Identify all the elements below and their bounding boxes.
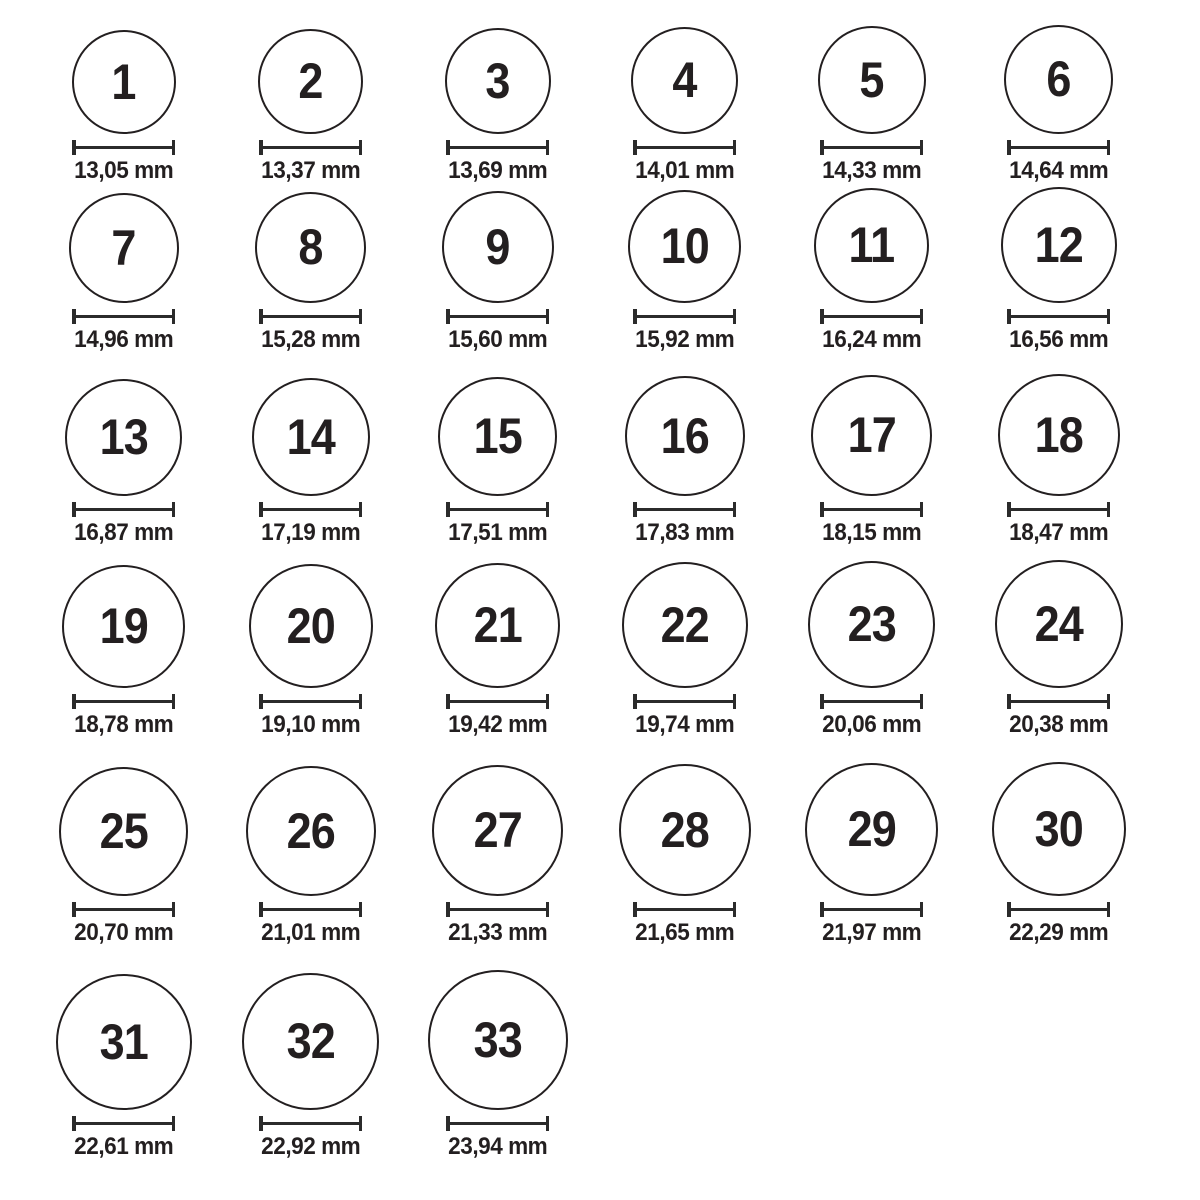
diameter-label: 20,06 mm: [821, 710, 922, 738]
ring-size-item: [404, 184, 591, 353]
diameter-dimension-line-icon: [446, 902, 549, 917]
ring-size-item: [591, 546, 778, 738]
ring-circle-icon: [62, 565, 185, 688]
diameter-dimension-line-icon: [820, 309, 923, 324]
dimension-right-tick-icon: [359, 694, 363, 709]
diameter-dimension-line-icon: [633, 140, 736, 155]
diameter-label: 14,01 mm: [634, 156, 735, 184]
ring-size-number: 12: [1034, 216, 1083, 273]
ring-circle-icon: [428, 970, 568, 1110]
ring-size-item: [404, 546, 591, 738]
dimension-bar-icon: [1011, 146, 1107, 149]
ring-circle-icon: [435, 563, 560, 688]
diameter-label: 14,33 mm: [821, 156, 922, 184]
ring-size-number: 3: [485, 52, 510, 109]
dimension-right-tick-icon: [546, 1116, 550, 1131]
ring-circle-icon: [625, 376, 745, 496]
ring-size-number: 1: [111, 53, 136, 110]
dimension-bar-icon: [450, 908, 546, 911]
diameter-label: 16,56 mm: [1008, 325, 1109, 353]
dimension-right-tick-icon: [733, 502, 737, 517]
diameter-label: 21,33 mm: [447, 918, 548, 946]
ring-size-item: [30, 946, 217, 1160]
ring-size-number: 2: [298, 53, 323, 110]
dimension-right-tick-icon: [733, 694, 737, 709]
diameter-label: 16,87 mm: [73, 518, 174, 546]
ring-size-item: [217, 0, 404, 184]
dimension-right-tick-icon: [920, 309, 924, 324]
diameter-dimension-line-icon: [633, 502, 736, 517]
diameter-dimension-line-icon: [1007, 140, 1110, 155]
dimension-bar-icon: [450, 1122, 546, 1125]
ring-circle-icon: [631, 27, 738, 134]
dimension-right-tick-icon: [172, 502, 176, 517]
ring-circle-icon: [442, 191, 554, 303]
diameter-dimension-line-icon: [1007, 502, 1110, 517]
dimension-right-tick-icon: [546, 694, 550, 709]
diameter-label: 14,96 mm: [73, 325, 174, 353]
ring-circle-icon: [246, 766, 376, 896]
diameter-label: 22,92 mm: [260, 1132, 361, 1160]
diameter-label: 18,78 mm: [73, 710, 174, 738]
ring-size-number: 6: [1046, 51, 1071, 108]
dimension-bar-icon: [263, 908, 359, 911]
ring-circle-icon: [56, 974, 192, 1110]
diameter-dimension-line-icon: [820, 140, 923, 155]
diameter-dimension-line-icon: [633, 902, 736, 917]
ring-circle-icon: [72, 30, 176, 134]
ring-size-number: 31: [99, 1013, 148, 1070]
dimension-bar-icon: [450, 508, 546, 511]
ring-size-item: [591, 738, 778, 946]
diameter-label: 19,10 mm: [260, 710, 361, 738]
diameter-dimension-line-icon: [72, 1116, 175, 1131]
dimension-bar-icon: [824, 315, 920, 318]
ring-size-item: [965, 184, 1152, 353]
diameter-label: 14,64 mm: [1008, 156, 1109, 184]
ring-circle-icon: [998, 374, 1120, 496]
ring-size-number: 26: [286, 802, 335, 859]
dimension-right-tick-icon: [359, 902, 363, 917]
diameter-label: 21,97 mm: [821, 918, 922, 946]
diameter-dimension-line-icon: [1007, 694, 1110, 709]
ring-size-item: [778, 738, 965, 946]
diameter-label: 18,47 mm: [1008, 518, 1109, 546]
dimension-right-tick-icon: [920, 902, 924, 917]
ring-size-number: 18: [1034, 406, 1083, 463]
diameter-dimension-line-icon: [72, 309, 175, 324]
diameter-label: 22,61 mm: [73, 1132, 174, 1160]
diameter-dimension-line-icon: [259, 309, 362, 324]
diameter-label: 21,65 mm: [634, 918, 735, 946]
dimension-bar-icon: [76, 908, 172, 911]
ring-size-number: 21: [473, 597, 522, 654]
dimension-bar-icon: [263, 700, 359, 703]
dimension-bar-icon: [76, 146, 172, 149]
ring-circle-icon: [628, 190, 741, 303]
diameter-dimension-line-icon: [72, 140, 175, 155]
ring-circle-icon: [992, 762, 1126, 896]
diameter-dimension-line-icon: [446, 694, 549, 709]
dimension-bar-icon: [637, 700, 733, 703]
ring-circle-icon: [252, 378, 370, 496]
diameter-label: 19,74 mm: [634, 710, 735, 738]
dimension-bar-icon: [76, 508, 172, 511]
dimension-bar-icon: [1011, 315, 1107, 318]
ring-size-number: 29: [847, 801, 896, 858]
ring-size-item: [217, 546, 404, 738]
diameter-label: 21,01 mm: [260, 918, 361, 946]
dimension-right-tick-icon: [359, 502, 363, 517]
ring-size-item: [30, 546, 217, 738]
ring-size-item: [591, 184, 778, 353]
diameter-dimension-line-icon: [259, 140, 362, 155]
ring-size-number: 7: [111, 219, 136, 276]
ring-circle-icon: [69, 193, 179, 303]
ring-circle-icon: [242, 973, 379, 1110]
dimension-right-tick-icon: [359, 309, 363, 324]
diameter-dimension-line-icon: [1007, 309, 1110, 324]
ring-size-item: [30, 738, 217, 946]
diameter-label: 15,60 mm: [447, 325, 548, 353]
dimension-bar-icon: [824, 508, 920, 511]
ring-size-number: 33: [473, 1011, 522, 1068]
dimension-bar-icon: [450, 315, 546, 318]
ring-size-item: [778, 0, 965, 184]
ring-size-item: [404, 946, 591, 1160]
ring-size-number: 17: [847, 407, 896, 464]
dimension-right-tick-icon: [733, 902, 737, 917]
dimension-bar-icon: [76, 1122, 172, 1125]
ring-circle-icon: [814, 188, 929, 303]
ring-size-number: 5: [859, 51, 884, 108]
ring-circle-icon: [438, 377, 557, 496]
dimension-bar-icon: [263, 146, 359, 149]
ring-size-item: [404, 0, 591, 184]
diameter-dimension-line-icon: [446, 140, 549, 155]
dimension-bar-icon: [263, 1122, 359, 1125]
ring-size-item: [217, 738, 404, 946]
diameter-label: 20,70 mm: [73, 918, 174, 946]
diameter-dimension-line-icon: [259, 502, 362, 517]
ring-size-item: [778, 353, 965, 546]
ring-size-number: 11: [848, 217, 895, 274]
ring-size-item: [30, 184, 217, 353]
dimension-bar-icon: [824, 908, 920, 911]
ring-size-item: [591, 353, 778, 546]
ring-size-number: 19: [99, 598, 148, 655]
ring-size-item: [965, 0, 1152, 184]
dimension-right-tick-icon: [172, 1116, 176, 1131]
ring-size-number: 4: [672, 52, 697, 109]
dimension-right-tick-icon: [546, 309, 550, 324]
ring-circle-icon: [805, 763, 938, 896]
dimension-right-tick-icon: [546, 902, 550, 917]
dimension-right-tick-icon: [1107, 502, 1111, 517]
ring-size-item: [404, 738, 591, 946]
ring-circle-icon: [808, 561, 935, 688]
ring-size-number: 32: [286, 1013, 335, 1070]
diameter-dimension-line-icon: [259, 694, 362, 709]
dimension-right-tick-icon: [172, 140, 176, 155]
dimension-bar-icon: [450, 700, 546, 703]
ring-size-item: [965, 738, 1152, 946]
ring-size-item: [217, 946, 404, 1160]
diameter-label: 13,69 mm: [447, 156, 548, 184]
dimension-bar-icon: [76, 700, 172, 703]
dimension-right-tick-icon: [920, 140, 924, 155]
diameter-dimension-line-icon: [72, 502, 175, 517]
dimension-bar-icon: [637, 908, 733, 911]
dimension-bar-icon: [263, 315, 359, 318]
diameter-label: 15,92 mm: [634, 325, 735, 353]
diameter-dimension-line-icon: [446, 502, 549, 517]
ring-size-number: 23: [847, 596, 896, 653]
diameter-dimension-line-icon: [633, 694, 736, 709]
ring-circle-icon: [258, 29, 363, 134]
diameter-dimension-line-icon: [72, 694, 175, 709]
diameter-label: 15,28 mm: [260, 325, 361, 353]
dimension-bar-icon: [1011, 908, 1107, 911]
ring-circle-icon: [1001, 187, 1117, 303]
diameter-label: 19,42 mm: [447, 710, 548, 738]
ring-size-item: [30, 353, 217, 546]
diameter-dimension-line-icon: [259, 1116, 362, 1131]
dimension-bar-icon: [1011, 700, 1107, 703]
dimension-bar-icon: [263, 508, 359, 511]
dimension-bar-icon: [1011, 508, 1107, 511]
ring-size-number: 24: [1034, 595, 1083, 652]
dimension-right-tick-icon: [172, 902, 176, 917]
ring-size-item: [404, 353, 591, 546]
ring-size-number: 20: [286, 597, 335, 654]
diameter-label: 20,38 mm: [1008, 710, 1109, 738]
diameter-dimension-line-icon: [446, 1116, 549, 1131]
diameter-dimension-line-icon: [633, 309, 736, 324]
ring-size-item: [30, 0, 217, 184]
ring-size-number: 25: [99, 803, 148, 860]
ring-circle-icon: [818, 26, 926, 134]
dimension-bar-icon: [824, 700, 920, 703]
ring-size-item: [217, 184, 404, 353]
ring-circle-icon: [255, 192, 366, 303]
ring-size-number: 10: [660, 218, 709, 275]
diameter-label: 23,94 mm: [447, 1132, 548, 1160]
ring-size-number: 16: [660, 407, 709, 464]
ring-circle-icon: [995, 560, 1123, 688]
ring-circle-icon: [249, 564, 373, 688]
ring-circle-icon: [445, 28, 551, 134]
ring-size-number: 9: [485, 218, 510, 275]
diameter-label: 13,05 mm: [73, 156, 174, 184]
dimension-bar-icon: [637, 146, 733, 149]
dimension-bar-icon: [450, 146, 546, 149]
diameter-label: 18,15 mm: [821, 518, 922, 546]
dimension-right-tick-icon: [1107, 694, 1111, 709]
ring-size-item: [778, 184, 965, 353]
dimension-right-tick-icon: [172, 694, 176, 709]
ring-circle-icon: [619, 764, 751, 896]
diameter-dimension-line-icon: [820, 502, 923, 517]
dimension-right-tick-icon: [1107, 309, 1111, 324]
ring-size-number: 15: [473, 408, 522, 465]
dimension-right-tick-icon: [1107, 902, 1111, 917]
diameter-dimension-line-icon: [820, 694, 923, 709]
dimension-right-tick-icon: [359, 1116, 363, 1131]
ring-size-number: 8: [298, 219, 323, 276]
dimension-right-tick-icon: [359, 140, 363, 155]
dimension-right-tick-icon: [920, 694, 924, 709]
dimension-right-tick-icon: [920, 502, 924, 517]
ring-size-number: 14: [286, 408, 335, 465]
ring-circle-icon: [59, 767, 188, 896]
dimension-bar-icon: [76, 315, 172, 318]
diameter-label: 17,19 mm: [260, 518, 361, 546]
ring-circle-icon: [432, 765, 563, 896]
ring-size-item: [965, 546, 1152, 738]
dimension-bar-icon: [637, 315, 733, 318]
dimension-right-tick-icon: [733, 309, 737, 324]
ring-size-number: 30: [1034, 800, 1083, 857]
ring-size-item: [778, 546, 965, 738]
diameter-label: 17,83 mm: [634, 518, 735, 546]
dimension-right-tick-icon: [733, 140, 737, 155]
ring-circle-icon: [1004, 25, 1113, 134]
ring-size-number: 27: [473, 802, 522, 859]
diameter-label: 13,37 mm: [260, 156, 361, 184]
diameter-dimension-line-icon: [1007, 902, 1110, 917]
diameter-dimension-line-icon: [446, 309, 549, 324]
ring-size-number: 13: [99, 409, 148, 466]
ring-size-item: [965, 353, 1152, 546]
ring-size-number: 22: [660, 596, 709, 653]
dimension-right-tick-icon: [546, 140, 550, 155]
dimension-bar-icon: [824, 146, 920, 149]
diameter-label: 17,51 mm: [447, 518, 548, 546]
ring-circle-icon: [811, 375, 932, 496]
ring-size-number: 28: [660, 801, 709, 858]
dimension-bar-icon: [637, 508, 733, 511]
diameter-label: 22,29 mm: [1008, 918, 1109, 946]
dimension-right-tick-icon: [546, 502, 550, 517]
dimension-right-tick-icon: [1107, 140, 1111, 155]
ring-circle-icon: [65, 379, 182, 496]
ring-size-item: [217, 353, 404, 546]
diameter-dimension-line-icon: [820, 902, 923, 917]
dimension-right-tick-icon: [172, 309, 176, 324]
diameter-dimension-line-icon: [259, 902, 362, 917]
diameter-dimension-line-icon: [72, 902, 175, 917]
ring-circle-icon: [622, 562, 748, 688]
diameter-label: 16,24 mm: [821, 325, 922, 353]
ring-size-item: [591, 0, 778, 184]
